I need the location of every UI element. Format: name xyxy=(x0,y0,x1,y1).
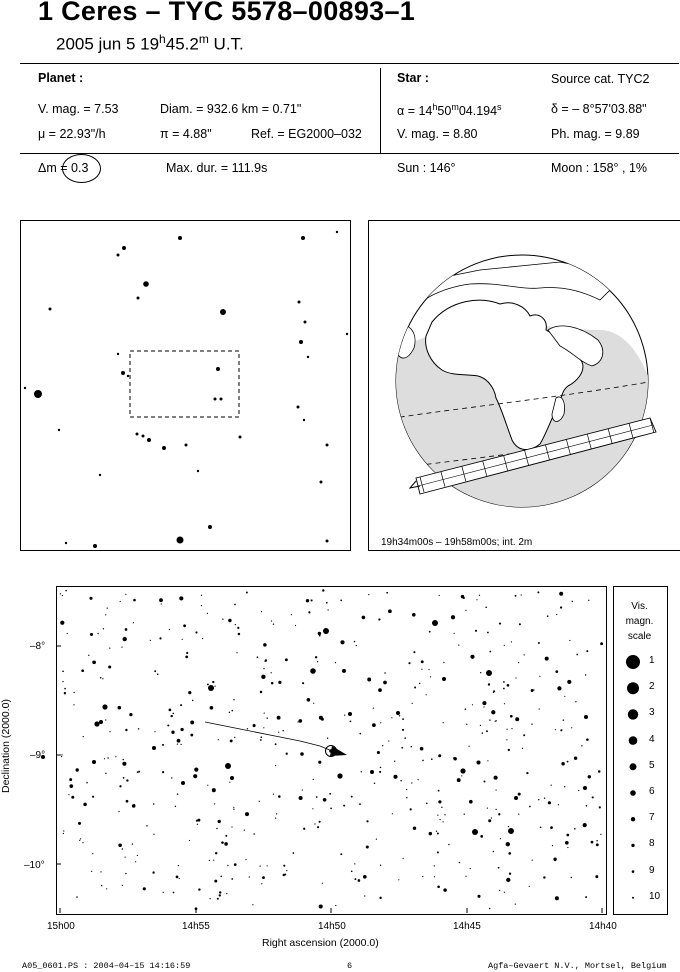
y-axis-label: Declination (2000.0) xyxy=(0,699,12,793)
footer-page: 6 xyxy=(347,961,353,971)
x-tick-label: 14h50 xyxy=(318,921,346,932)
legend-dot xyxy=(629,736,638,745)
moon-info: Moon : 158° , 1% xyxy=(551,161,648,175)
y-tick-label: –9° xyxy=(30,750,46,761)
legend-dot xyxy=(630,763,637,770)
legend-label: 8 xyxy=(649,838,655,850)
legend-dot xyxy=(626,655,640,669)
sun-elongation: Sun : 146° xyxy=(397,161,456,175)
legend-dot xyxy=(632,897,634,899)
x-tick-label: 15h00 xyxy=(47,921,75,932)
legend-label: 10 xyxy=(649,890,661,902)
legend-label: 9 xyxy=(649,864,655,876)
planet-vmag: V. mag. = 7.53 xyxy=(38,102,119,116)
x-tick-label: 14h40 xyxy=(589,921,617,932)
event-datetime: 2005 jun 5 19$^h$45.2$^m$ U.T. xyxy=(56,32,244,54)
page-title: 1 Ceres – TYC 5578–00893–1 xyxy=(38,0,416,26)
legend-dot xyxy=(631,817,635,821)
planet-diameter: Diam. = 932.6 km = 0.71" xyxy=(160,102,302,116)
star-vmag: V. mag. = 8.80 xyxy=(397,127,478,141)
legend-dot xyxy=(627,682,639,694)
star-alpha: $\alpha = 14^h50^m04.194^s$ xyxy=(397,102,502,119)
delta-mag-value: 0.3 xyxy=(71,161,89,175)
x-axis-label: Right ascension (2000.0) xyxy=(262,937,379,949)
legend-label: 7 xyxy=(649,812,655,824)
legend-dot xyxy=(630,790,636,796)
planet-parallax: π = 4.88" xyxy=(160,127,212,141)
star-source: Source cat. TYC2 xyxy=(551,72,650,86)
y-tick-label: –10° xyxy=(24,860,45,871)
x-tick-label: 14h55 xyxy=(182,921,210,932)
legend-title: Vis. magn. scale xyxy=(625,601,654,642)
x-tick-label: 14h45 xyxy=(453,921,481,932)
legend-dot xyxy=(632,870,635,873)
event-date: 2005 jun 5 19 xyxy=(56,34,160,54)
legend-label: 5 xyxy=(649,759,655,771)
legend-dots xyxy=(626,655,640,899)
legend-dot xyxy=(628,709,638,719)
footer-file: A05_0601.PS : 2004–04–15 14:16:59 xyxy=(22,961,191,971)
delta-mag: Δm = 0.3 xyxy=(38,161,89,175)
star-delta: δ = – 8°57'03.88" xyxy=(551,102,647,116)
planet-motion: μ = 22.93"/h xyxy=(38,127,106,141)
legend-label: 2 xyxy=(649,681,655,693)
globe-caption: 19h34m00s – 19h58m00s; int. 2m xyxy=(381,537,533,548)
max-duration: Max. dur. = 111.9s xyxy=(166,161,268,175)
legend-label: 4 xyxy=(649,733,655,745)
y-tick-label: –8° xyxy=(30,641,46,652)
legend-dot xyxy=(631,844,634,847)
legend-label: 6 xyxy=(649,786,655,797)
footer-credit: Agfa–Gevaert N.V., Mortsel, Belgium xyxy=(488,961,667,971)
legend-label: 3 xyxy=(649,707,655,719)
planet-reference: Ref. = EG2000–032 xyxy=(251,127,362,141)
planet-heading: Planet : xyxy=(38,71,84,85)
star-phmag: Ph. mag. = 9.89 xyxy=(551,127,640,141)
star-heading: Star : xyxy=(397,71,429,85)
legend-label: 1 xyxy=(649,655,655,666)
